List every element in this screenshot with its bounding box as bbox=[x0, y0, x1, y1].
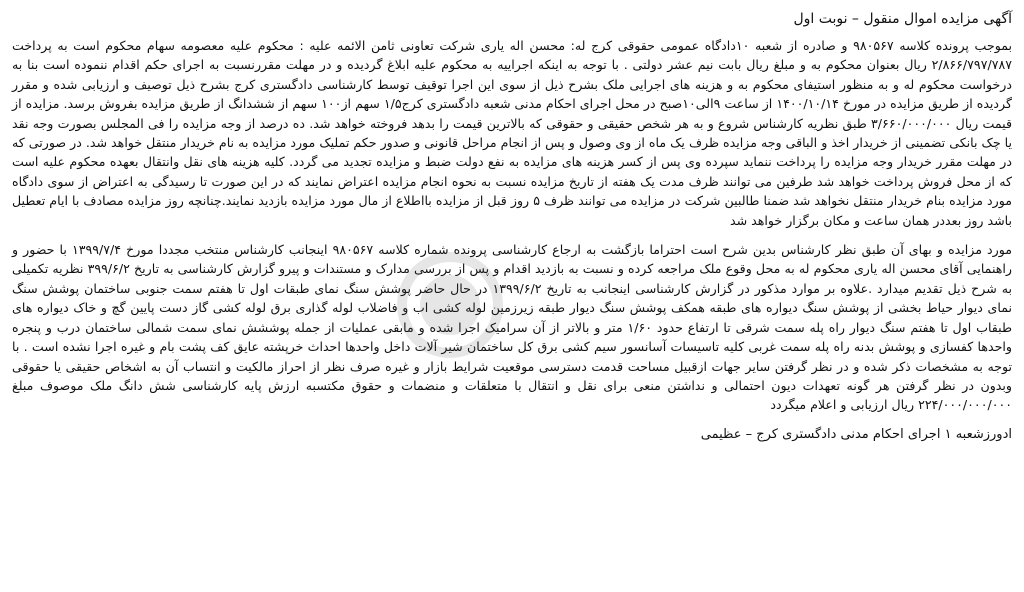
notice-footer-signature: ادورزشعبه ۱ اجرای احکام مدنی دادگستری کرج – عظیمی bbox=[700, 426, 1012, 442]
auction-notice bbox=[12, 8, 1012, 584]
notice-title: آگهی مزایده اموال منقول – نوبت اول bbox=[793, 11, 1012, 27]
notice-paragraph-2: مورد مزایده و بهای آن طبق نظر کارشناس بدین شرح است احتراما بازگشت به ارجاع کارشناسی پرونده شماره کلاسه ۹۸۰۵۶۷ اینجانب کارشناس منتخب مجددا مورخ ۱۳۹۹/۷/۴ با حضور و راهنمایی آقای محسن اله یاری محکوم له به محل وقوع ملک مراجعه کرده و نسبت به بازدید اقدام و پس از بررسی مدارک و مستندات و پیرو گزارش کارشناسی به تاریخ ۳۹۹/۶/۲ نظریه تکمیلی به شرح ذیل تقدیم میدارد .علاوه بر موارد مذکور در گزارش کارشناسی اینجانب به تاریخ ۱۳۹۹/۶/۲ در حال حاضر پوشش سنگ نمای طبقات اول تا هفتم سمت جنوبی ساختمان پوشش سنگ نمای دیوار حیاط بخشی از پوشش سنگ دیواره های طبقه همکف پوشش سنگ دیوار طبقه زیرزمین لوله کشی اب و فاضلاب لوله گذاری برق لوله کشی گاز دست پایین گچ و خاک دیواره های طبقاب اول تا هفتم سنگ دیوار راه پله سمت شرقی تا ارتفاع حدود ۱/۶۰ متر و بالاتر از آن سرامیک اجرا شده و مابقی عملیات از جمله پوششش نمای سمت شمالی ساختمان درب و پنجره واحدها کفسازی و پوشش بدنه راه پله سمت غربی کلیه تاسیسات آسانسور سیم کشی برق کل ساختمان شیر آلات داخل واحدها احداث خرپشته عایق کف پشت بام و غیره اجرا نشده است . با توجه به مشخصات ذکر شده و در نظر گرفتن سایر جهات ازقبیل مساحت قدمت دسترسی موقعیت شرایط بازار و غیره صرف نظر از احراز مالکیت و انتساب آن به اشخاص حقیقی یا حقوقی وبدون در نظر گرفتن هر گونه تعهدات دیون احتمالی و نداشتن منعی برای نقل و انتقال با متعلقات و منضمات و حقوق مکتسبه ارزش پایه کارشناسی شش دانگ ملک موصوف مبلغ ۲۲۴/۰۰۰/۰۰۰/۰۰۰ ریال ارزیابی و اعلام میگردد bbox=[12, 242, 1012, 413]
notice-paragraph-1: بموجب پرونده کلاسه ۹۸۰۵۶۷ و صادره از شعبه ۱۰دادگاه عمومی حقوقی کرج له: محسن اله یاری شرکت تعاونی ثامن الائمه علیه : محکوم علیه معصومه سهام محکوم است به پرداخت ۲/۸۶۶/۷۹۷/۷۸۷ ریال بعنوان محکوم به و مبلغ ریال بابت نیم عشر دولتی . با توجه به اینکه اجراییه به محکوم علیه ابلاغ گردیده و در مهلت مقررنسبت به اجرای حکم اقدام ننموده است بنا به درخواست محکوم له و به منظور استیفای محکوم به و هزینه های اجرایی ملک بشرح ذیل از سوی این اجرا توقیف توسط کارشناسی دادگستری کرج بشرح ذیل توصیف و ارزیابی شده و مقرر گردیده از طریق مزایده در مورخ ۱۴۰۰/۱۰/۱۴ از ساعت ۹الی۱۰صبح در محل اجرای احکام مدنی شعبه دادگستری کرج۱/۵ سهم از۱۰۰ سهم از ششدانگ از طریق مزایده بفروش برسد. مزایده از قیمت ریال ۳/۶۶۰/۰۰۰/۰۰۰ طبق نظریه کارشناس شروع و به هر شخص حقیقی و حقوقی که بالاترین قیمت را بدهد فروخته خواهد شد. ده درصد از وجه مزایده را فی المجلس بصورت وجه نقد یا چک بانکی تضمینی از خریدار اخذ و الباقی وجه مزایده ظرف یک ماه از وی وصول و پس از انجام مراحل قانونی و صدور حکم تملیک مورد مزایده به نام خریدار منتقل خواهد شد. در صورتی که در مهلت مقرر خریدار وجه مزایده را پرداخت ننماید سپرده وی پس از کسر هزینه های مزایده به نفع دولت ضبط و مزایده تجدید می گردد. کلیه هزینه های نقل وانتقال بعهده محکوم علیه است که از محل فروش پرداخت خواهد شد طرفین می توانند ظرف مدت یک هفته از تاریخ مزایده نسبت به نحوه انجام مزایده اعتراض نمایند که در این صورت تا رسیدگی به اعتراض از سوی دادگاه مورد مزایده بنام خریدار منتقل نخواهد شد ضمنا طالبین شرکت در مزایده می توانند ظرف ۵ روز قبل از مزایده بااطلاع از مال مورد مزایده بازدید نمایند.چنانچه روز مزایده مصادف با ایام تعطیل باشد روز بعددر همان ساعت و مکان برگزار خواهد شد bbox=[12, 38, 1012, 228]
